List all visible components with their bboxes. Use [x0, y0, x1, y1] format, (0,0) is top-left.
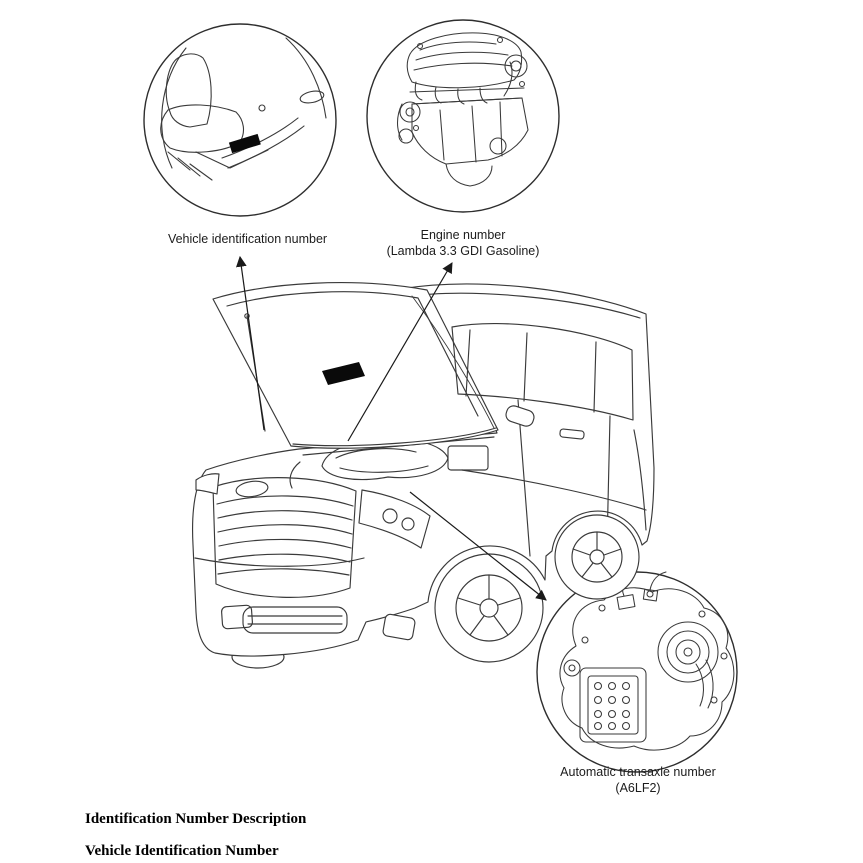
engine-callout-label: [365, 227, 561, 260]
fog-lamp-right: [382, 614, 415, 641]
transaxle-callout-icon: [537, 572, 737, 772]
engine-callout-icon: [367, 20, 559, 212]
transaxle-callout-label: [538, 764, 738, 797]
vin-label-text: Vehicle identification number: [167, 232, 328, 246]
vin-plate-marker: [229, 134, 261, 153]
front-wheel: [435, 554, 543, 662]
engine-label-line1: Engine number: [420, 228, 506, 242]
transaxle-label-line2: (A6LF2): [615, 781, 661, 796]
vin-callout-label: [150, 231, 345, 247]
subsection-heading: Vehicle Identification Number: [85, 843, 279, 859]
engine-label-line2: (Lambda 3.3 GDI Gasoline): [386, 244, 540, 259]
vehicle-illustration: [193, 283, 654, 668]
transaxle-label-line1: Automatic transaxle number: [560, 765, 716, 779]
rear-wheel: [555, 515, 639, 599]
section-heading: Identification Number Description: [85, 811, 307, 827]
valve-body-bolts: [595, 683, 630, 730]
vin-location-callout-icon: [144, 24, 336, 216]
